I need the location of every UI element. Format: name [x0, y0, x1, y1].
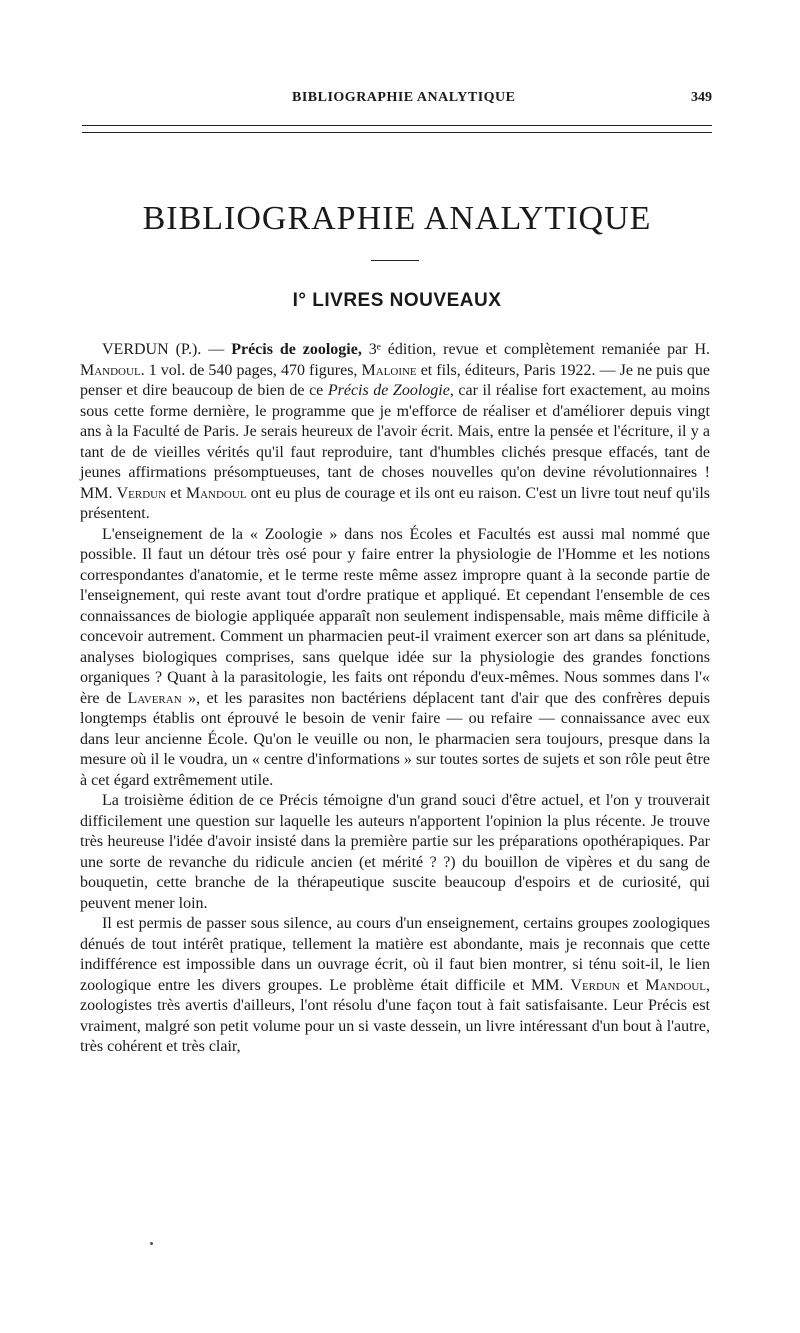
text: et fils, éditeurs, Paris 1922. — Je ne puis que penser et dire beaucoup de bien de ce [80, 361, 711, 399]
paragraph-2 [80, 525, 710, 792]
author-name: VERDUN (P.). — [102, 341, 232, 358]
page-number: 349 [691, 90, 712, 105]
text: . 1 vol. de 540 pages, 470 figures, [140, 361, 362, 379]
text: et [619, 976, 646, 994]
publisher-name: Maloine [361, 361, 417, 379]
paragraph-1 [80, 340, 710, 525]
running-header [82, 90, 712, 112]
book-title-italic: Précis de Zoologie [327, 382, 450, 399]
text: , car il réalise fort exactement, au moins sous cette forme dernière, le programme que je m'efforce de réaliser et d'améliorer depuis vingt ans à la Faculté de Paris. Je serais heureux de l'avoir écrit. Mais, entre la pensée et l'écriture, il y a tant de de vieilles vérités qu'il faut reproduire, tant d'humbles clichés presque effacés, tant de jeunes affirmations présomptueuses, tant de choses nouvelles qu'on devine révolutionnaires ! MM. [80, 382, 710, 502]
article-body [80, 340, 710, 1058]
book-title: Précis de zoologie, [231, 341, 362, 358]
person-name: Verdun [116, 484, 167, 502]
section-heading: I° LIVRES NOUVEAUX [292, 290, 502, 311]
paragraph-3: La troisième édition de ce Précis témoigne d'un grand souci d'être actuel, et l'on y trouverait difficilement une question sur laquelle les auteurs n'apportent l'opinion la plus récente. Je trouve très heureuse l'idée d'avoir insisté dans la première partie sur les préparations opothérapiques. Par une sorte de revanche du ridicule ancien (et mérité ? ?) du bouillon de vipères et du sang de bouquetin, cette branche de la thérapeutique suscite beaucoup d'espoirs et de curiosité, qui peuvent mener loin. [80, 792, 710, 912]
person-name: Mandoul [645, 976, 707, 994]
text: , zoologistes très avertis d'ailleurs, l'ont résolu d'une façon tout à fait satisfaisante. Leur Précis est vraiment, malgré son petit volume pour un si vaste dessein, un livre intéressant d'un bout à l'autre, très cohérent et très clair, [80, 976, 711, 1055]
text: ont eu plus de courage et ils ont eu raison. C'est un livre tout neuf qu'ils présentent. [80, 484, 711, 522]
person-name: Verdun [570, 976, 620, 994]
text: », et les parasites non bactériens déplacent tant d'air que des confrères depuis longtemps établis ont éprouvé le besoin de venir faire — ou refaire — connaissance avec eux dans leur ancienne École. Qu'on le veuille ou non, le pharmacien sera toujours, presque dans la mesure où il le voudra, un « centre d'informations » sur toutes sortes de sujets et son rôle peut être à cet égard extrêmement utile. [80, 689, 710, 789]
title-divider [371, 260, 419, 261]
print-speck [150, 1242, 153, 1245]
running-title: BIBLIOGRAPHIE ANALYTIQUE [292, 90, 516, 105]
text: L'enseignement de la « Zoologie » dans nos Écoles et Facultés est aussi mal nommé que possible. Il faut un détour très osé pour y faire entrer la physiologie de l'Homme et les notions correspondantes d'anatomie, et le terme reste même assez impropre quant à la seconde partie de l'enseignement, qui reste avant tout d'ordre pratique et appliqué. Et cependant l'ensemble de ces connaissances de biologie appliquée apparaît non seulement indispensable, mais même difficile à concevoir autrement. Comment un pharmacien peut-il vraiment exercer son art dans sa plénitude, analyses biologiques comprises, sans quelque idée sur la physiologie des grandes fonctions organiques ? Quant à la parasitologie, les faits ont répondu d'eux-mêmes. Nous sommes dans l'« ère de [80, 525, 710, 707]
person-name: Mandoul [185, 484, 247, 502]
person-name: Mandoul [80, 361, 141, 379]
person-name: Laveran [127, 689, 182, 707]
text: Il est permis de passer sous silence, au cours d'un enseignement, certains groupes zoologiques dénués de tout intérêt pratique, tellement la matière est abondante, mais je reconnais que cette indifférence est impossible dans un ouvrage écrit, où il faut bien montrer, si ténu soit-il, le lien zoologique entre les divers groupes. Le problème était difficile et MM. [80, 915, 710, 994]
text: 3ᵉ édition, revue et complètement remaniée par H. [361, 341, 711, 358]
page-title: BIBLIOGRAPHIE ANALYTIQUE [142, 200, 652, 237]
text: et [166, 484, 186, 502]
header-double-rule [82, 125, 712, 133]
paragraph-4 [80, 914, 710, 1058]
